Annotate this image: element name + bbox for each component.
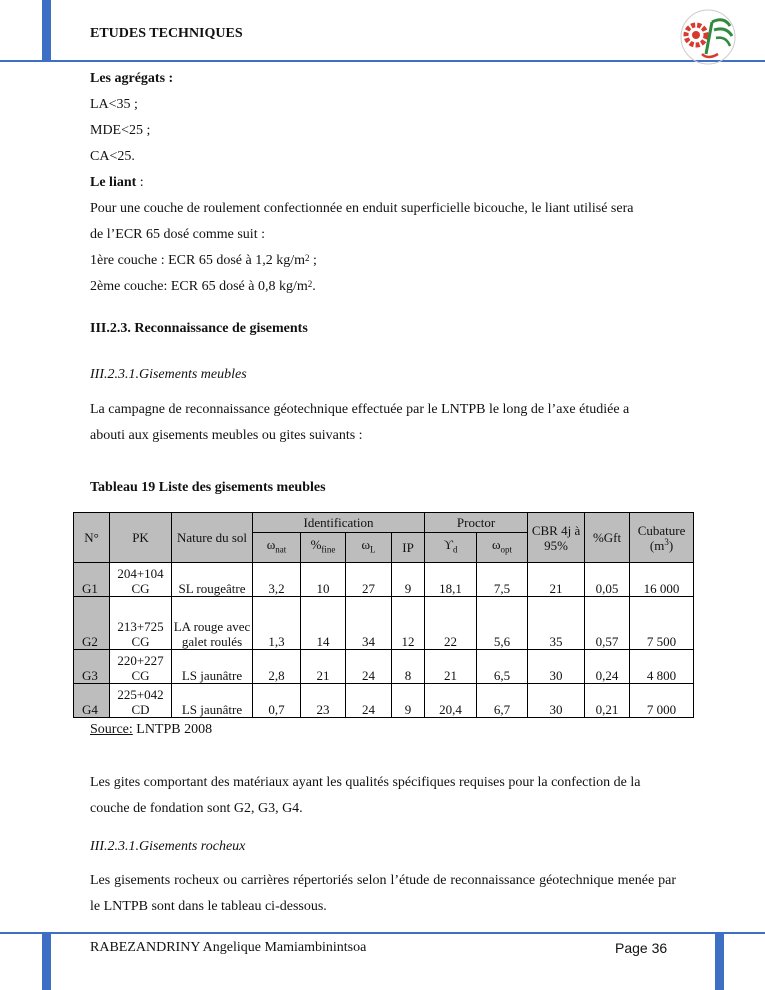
- cell-gft: 0,24: [585, 650, 630, 684]
- couche2-sup: 2: [307, 279, 313, 289]
- gamma-d-symbol: ϒ: [443, 537, 453, 553]
- w-opt-sub: opt: [500, 544, 513, 555]
- table-source: [90, 722, 212, 738]
- cell-gd: 21: [425, 650, 477, 684]
- agregats-la: LA<35 ;: [90, 97, 138, 112]
- cell-gd: 22: [425, 597, 477, 650]
- cell-pk: 225+042 CD: [110, 684, 172, 718]
- cell-num: G3: [74, 650, 110, 684]
- cell-fine: 21: [301, 650, 346, 684]
- cell-nature: LS jaunâtre: [172, 684, 253, 718]
- footer-page-number: Page 36: [615, 940, 668, 956]
- header-cubature-sup: 3: [664, 536, 669, 547]
- institution-logo-icon: [672, 8, 744, 66]
- subsection-gisements-meubles: III.2.3.1.Gisements meubles: [90, 367, 247, 382]
- footer-right-bar: [715, 932, 724, 990]
- couche1-sup: 2: [305, 253, 310, 263]
- footer-left-bar: [42, 932, 51, 990]
- cell-wl: 24: [346, 650, 392, 684]
- table-row: [74, 597, 694, 650]
- agregats-heading: Les agrégats :: [90, 71, 174, 86]
- liant-paragraph-line2: de l’ECR 65 dosé comme suit :: [90, 227, 265, 242]
- cell-cub: 4 800: [630, 650, 694, 684]
- cell-gft: 0,21: [585, 684, 630, 718]
- liant-couche2: [90, 274, 676, 300]
- cell-nature: LA rouge avec galet roulés: [172, 597, 253, 650]
- cell-ip: 8: [392, 650, 425, 684]
- cell-num: G4: [74, 684, 110, 718]
- cell-fine: 23: [301, 684, 346, 718]
- table-row: [74, 650, 694, 684]
- fine-symbol: %: [310, 537, 322, 553]
- conclusion-line2: couche de fondation sont G2, G3, G4.: [90, 801, 303, 816]
- cell-pk: 220+227 CG: [110, 650, 172, 684]
- cell-cbr: 30: [528, 650, 585, 684]
- header-w-l: [346, 533, 392, 563]
- header-left-bar: [42, 0, 51, 60]
- header-cubature-text: Cubature (m: [637, 522, 686, 553]
- couche2-end: .: [312, 279, 316, 294]
- cell-wl: 27: [346, 563, 392, 597]
- fine-sub: fine: [321, 544, 336, 555]
- header-nature: Nature du sol: [172, 513, 253, 563]
- header-ip: IP: [392, 533, 425, 563]
- header-pk: PK: [110, 513, 172, 563]
- source-text: LNTPB 2008: [132, 722, 213, 737]
- cell-cbr: 30: [528, 684, 585, 718]
- cell-gft: 0,57: [585, 597, 630, 650]
- header-title: ETUDES TECHNIQUES: [90, 26, 243, 41]
- cell-num: G1: [74, 563, 110, 597]
- header-cbr: CBR 4j à 95%: [528, 513, 585, 563]
- agregats-mde: MDE<25 ;: [90, 123, 151, 138]
- cell-pk: 204+104 CG: [110, 563, 172, 597]
- table-row: [74, 684, 694, 718]
- liant-heading: Le liant: [90, 175, 137, 190]
- cell-fine: 10: [301, 563, 346, 597]
- conclusion-block: [90, 770, 676, 920]
- agregats-ca: CA<25.: [90, 149, 135, 164]
- cell-nature: SL rougeâtre: [172, 563, 253, 597]
- couche1-end: ;: [309, 253, 317, 268]
- cell-wl: 24: [346, 684, 392, 718]
- w-l-symbol: ω: [361, 537, 371, 553]
- cell-ip: 12: [392, 597, 425, 650]
- cell-wnat: 0,7: [253, 684, 301, 718]
- cell-gd: 18,1: [425, 563, 477, 597]
- cell-wopt: 6,5: [477, 650, 528, 684]
- w-nat-symbol: ω: [266, 537, 276, 553]
- liant-heading-line: [90, 170, 676, 196]
- gisements-table: [73, 512, 694, 718]
- cell-wl: 34: [346, 597, 392, 650]
- table-row: [74, 563, 694, 597]
- cell-cbr: 21: [528, 563, 585, 597]
- footer-author: RABEZANDRINY Angelique Mamiambinintsoa: [90, 940, 367, 955]
- intro-line2: abouti aux gisements meubles ou gites suivants :: [90, 428, 363, 443]
- rocheux-paragraph: Les gisements rocheux ou carrières répertoriés selon l’étude de reconnaissance géotechnique menée par le LNTPB sont dans le tableau ci-dessous.: [90, 873, 676, 914]
- intro-line1: La campagne de reconnaissance géotechnique effectuée par le LNTPB le long de l’axe étudiée a: [90, 402, 630, 417]
- header-cubature-end: ): [668, 537, 674, 553]
- subsection-gisements-rocheux: III.2.3.1.Gisements rocheux: [90, 839, 246, 854]
- cell-wopt: 6,7: [477, 684, 528, 718]
- couche1-text: 1ère couche : ECR 65 dosé à 1,2 kg/m: [90, 253, 306, 268]
- cell-cbr: 35: [528, 597, 585, 650]
- header-cubature: [630, 513, 694, 563]
- source-label: Source:: [90, 722, 133, 737]
- header-num: N°: [74, 513, 110, 563]
- cell-cub: 16 000: [630, 563, 694, 597]
- cell-gd: 20,4: [425, 684, 477, 718]
- cell-wnat: 3,2: [253, 563, 301, 597]
- liant-couche1: [90, 248, 676, 274]
- couche2-text: 2ème couche: ECR 65 dosé à 0,8 kg/m: [90, 279, 308, 294]
- w-nat-sub: nat: [275, 544, 287, 555]
- cell-ip: 9: [392, 563, 425, 597]
- cell-wopt: 5,6: [477, 597, 528, 650]
- cell-wnat: 2,8: [253, 650, 301, 684]
- cell-wnat: 1,3: [253, 597, 301, 650]
- cell-num: G2: [74, 597, 110, 650]
- header-w-opt: [477, 533, 528, 563]
- cell-cub: 7 500: [630, 597, 694, 650]
- w-l-sub: L: [370, 544, 376, 555]
- header-proctor: Proctor: [425, 513, 528, 533]
- section-heading-reconnaissance: III.2.3. Reconnaissance de gisements: [90, 321, 308, 336]
- header-gft: %Gft: [585, 513, 630, 563]
- table-caption: Tableau 19 Liste des gisements meubles: [90, 480, 326, 495]
- cell-nature: LS jaunâtre: [172, 650, 253, 684]
- cell-pk: 213+725 CG: [110, 597, 172, 650]
- footer-rule: [0, 932, 765, 934]
- cell-fine: 14: [301, 597, 346, 650]
- liant-heading-suffix: :: [136, 175, 144, 190]
- cell-cub: 7 000: [630, 684, 694, 718]
- header-identification: Identification: [253, 513, 425, 533]
- cell-ip: 9: [392, 684, 425, 718]
- cell-gft: 0,05: [585, 563, 630, 597]
- gamma-d-sub: d: [452, 544, 458, 555]
- page-body: [90, 66, 676, 501]
- header-rule: [0, 60, 765, 62]
- header-gamma-d: [425, 533, 477, 563]
- cell-wopt: 7,5: [477, 563, 528, 597]
- conclusion-line1: Les gites comportant des matériaux ayant les qualités spécifiques requises pour la confection de la: [90, 775, 641, 790]
- w-opt-symbol: ω: [491, 537, 501, 553]
- liant-paragraph-line1: Pour une couche de roulement confectionnée en enduit superficielle bicouche, le liant utilisé sera: [90, 201, 634, 216]
- header-w-nat: [253, 533, 301, 563]
- header-fine: [301, 533, 346, 563]
